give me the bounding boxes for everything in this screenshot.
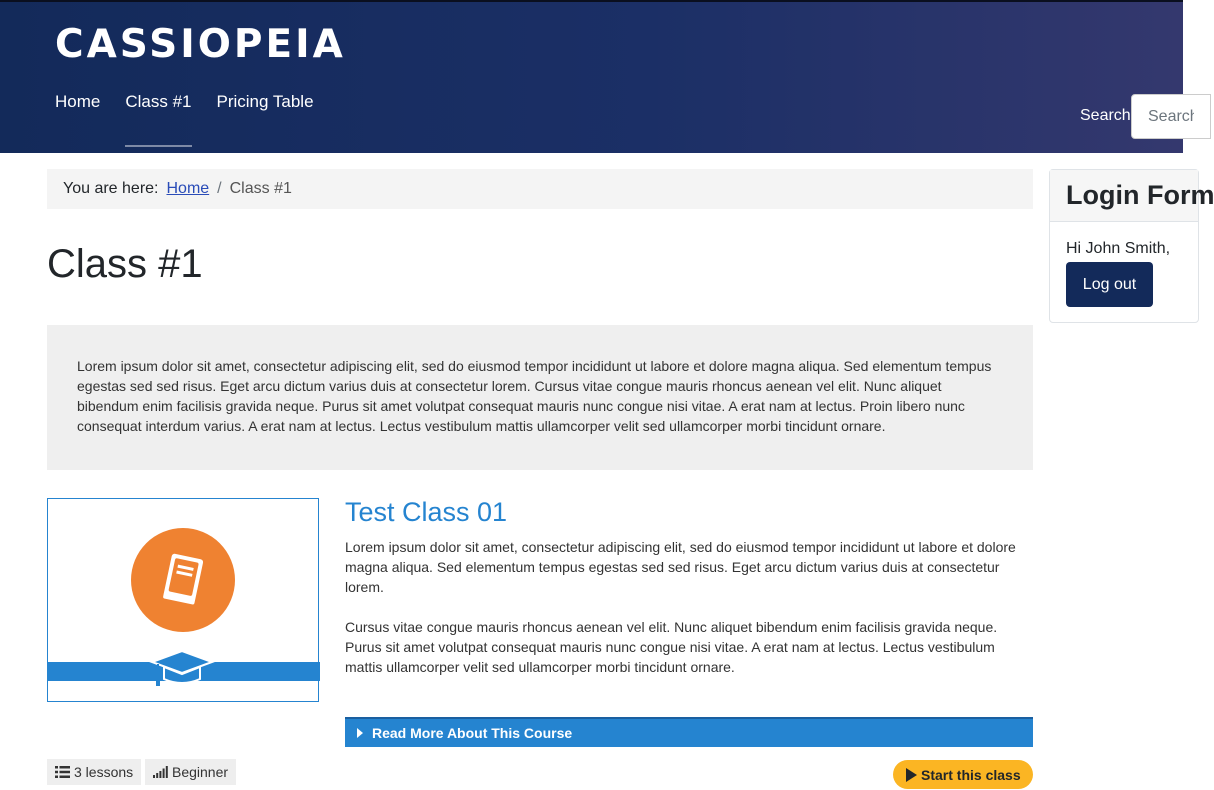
course-description-p2: Cursus vitae congue mauris rhoncus aenean vel elit. Nunc aliquet bibendum enim facilisis gravida neque. Purus sit amet volutpat consequat mauris nunc congue nisi vitae. A erat nam at lectus. Lectus vestibulum mattis ullamcorper velit sed ullamcorper morbi tincidunt ornare. xyxy=(345,619,998,675)
nav-item-pricing-table[interactable]: Pricing Table xyxy=(216,92,314,111)
login-greeting: Hi John Smith, xyxy=(1066,240,1171,257)
play-icon xyxy=(906,768,917,782)
search-input[interactable] xyxy=(1131,94,1211,139)
graduation-cap-icon xyxy=(150,649,214,689)
level-badge xyxy=(145,759,236,785)
course-description-p1: Lorem ipsum dolor sit amet, consectetur adipiscing elit, sed do eiusmod tempor incididunt ut labore et dolore magna aliqua. Sed elementum tempus egestas sed sed risus. Eget arcu dictum varius duis at consectetur lorem. xyxy=(345,539,1016,595)
course-description xyxy=(345,537,1025,677)
intro-text: Lorem ipsum dolor sit amet, consectetur adipiscing elit, sed do eiusmod tempor incididunt ut labore et dolore magna aliqua. Sed elementum tempus egestas sed sed risus. Eget arcu dictum varius duis at consectetur lorem. Cursus vitae congue mauris rhoncus aenean vel elit. Nunc aliquet bibendum enim facilisis gravida neque. Purus sit amet volutpat consequat mauris nunc congue nisi vitae. A erat nam at lectus. Proin libero nunc consequat interdum varius. A erat nam at lectus. Lectus vestibulum mattis ullamcorper velit sed ullamcorper morbi tincidunt ornare. xyxy=(47,325,1033,470)
level-label: Beginner xyxy=(172,764,229,780)
read-more-toggle[interactable] xyxy=(345,717,1033,747)
login-form-card xyxy=(1049,169,1214,323)
nav-item-home[interactable]: Home xyxy=(55,92,101,111)
lessons-count: 3 lessons xyxy=(74,764,134,780)
search-label: Search xyxy=(1080,107,1131,124)
site-header xyxy=(0,0,1183,153)
breadcrumb-current: Class #1 xyxy=(229,180,292,197)
caret-right-icon xyxy=(357,728,363,738)
logout-button[interactable]: Log out xyxy=(1066,262,1153,307)
nav-item-class-1[interactable]: Class #1 xyxy=(125,92,191,124)
lessons-badge xyxy=(47,759,141,785)
breadcrumb-prefix: You are here: xyxy=(63,180,159,197)
course-image[interactable] xyxy=(47,498,319,702)
page-title: Class #1 xyxy=(47,242,203,286)
start-class-button[interactable] xyxy=(893,760,1033,789)
course-title-link[interactable]: Test Class 01 xyxy=(345,497,508,527)
book-icon xyxy=(153,550,213,610)
signal-bars-icon xyxy=(153,766,168,778)
start-class-label: Start this class xyxy=(921,766,1021,783)
list-icon xyxy=(55,766,70,778)
breadcrumb xyxy=(47,169,1033,209)
breadcrumb-separator: / xyxy=(217,180,222,197)
login-form-title: Login Form xyxy=(1050,170,1198,222)
read-more-label: Read More About This Course xyxy=(372,725,573,741)
breadcrumb-home-link[interactable]: Home xyxy=(166,180,210,197)
site-logo[interactable]: CASSIOPEIA xyxy=(55,22,346,67)
main-nav xyxy=(55,92,339,124)
course-image-circle xyxy=(131,528,235,632)
